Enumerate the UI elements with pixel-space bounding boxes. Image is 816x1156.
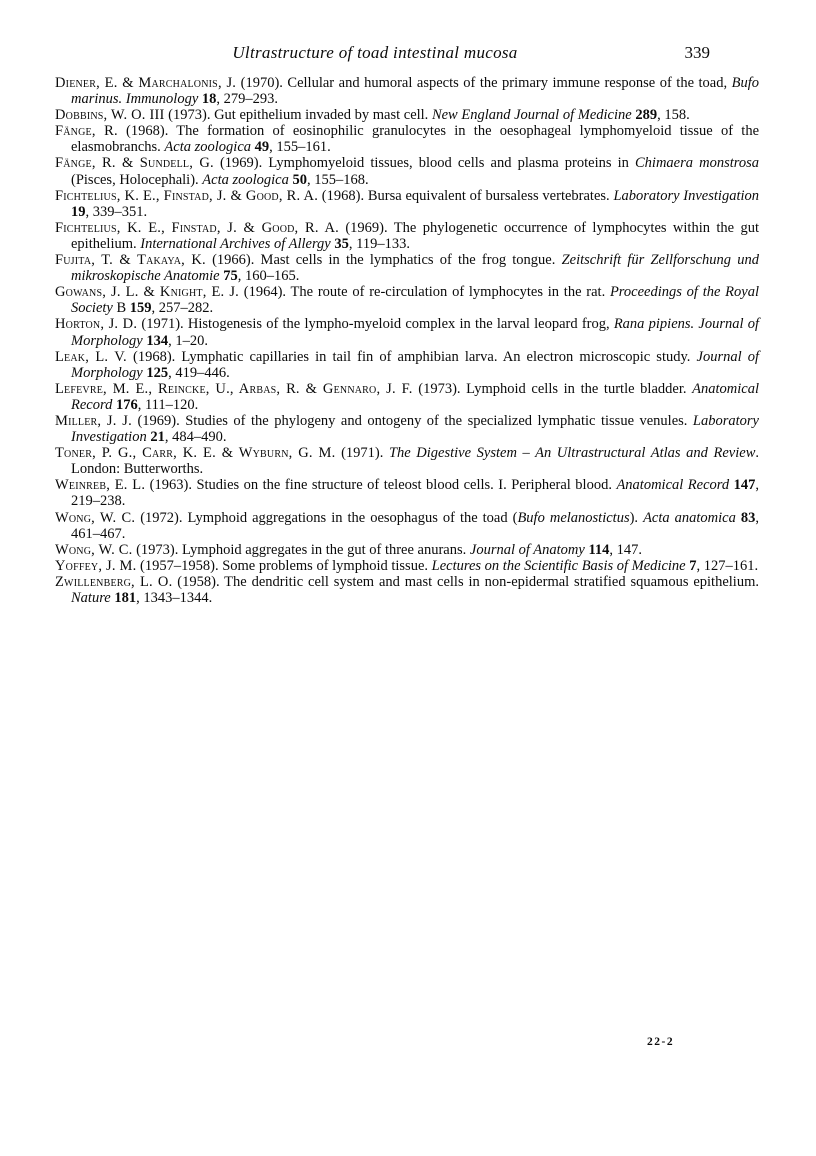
reference-segment: , 339–351. bbox=[85, 203, 148, 220]
reference-segment: 21 bbox=[150, 429, 165, 446]
reference-segment: (1958). The dendritic cell system and mast cells in non-epidermal stratified squamous epithelium. bbox=[172, 573, 759, 590]
reference-entry bbox=[55, 413, 759, 445]
reference-segment: (1969). The phylogenetic occurrence of lymphocytes within the gut epithelium. bbox=[71, 219, 759, 252]
reference-segment: Anatomical Record bbox=[71, 380, 759, 413]
reference-segment: , 484–490. bbox=[164, 429, 227, 446]
reference-entry bbox=[55, 445, 759, 477]
reference-entry bbox=[55, 188, 759, 220]
reference-segment: , 257–282. bbox=[151, 300, 214, 317]
reference-segment: (1963). Studies on the fine structure of teleost blood cells. I. Peripheral blood. bbox=[145, 477, 617, 494]
reference-segment: Anatomical Record bbox=[616, 477, 730, 494]
reference-segment: Fänge, R. bbox=[55, 123, 118, 140]
reference-segment: 19 bbox=[71, 203, 86, 220]
reference-segment: Proceedings of the Royal Society bbox=[71, 284, 759, 317]
reference-segment: Dobbins, W. O. III bbox=[55, 107, 165, 124]
reference-segment: Yoffey, J. M. bbox=[55, 557, 137, 574]
reference-segment: Toner, P. G., Carr, K. E. & Wyburn, G. M. bbox=[55, 445, 336, 462]
reference-segment: Wong, W. C. bbox=[55, 509, 136, 526]
reference-segment: , 461–467. bbox=[71, 509, 759, 542]
reference-segment: 49 bbox=[254, 139, 270, 156]
reference-segment: Miller, J. J. bbox=[55, 412, 132, 429]
reference-segment: Zeitschrift für Zellforschung und mikroskopische Anatomie bbox=[71, 252, 759, 285]
reference-segment: (1970). Cellular and humoral aspects of the primary immune response of the toad, bbox=[236, 75, 732, 91]
reference-segment: (1973). Lymphoid cells in the turtle bladder. bbox=[412, 380, 693, 397]
reference-entry bbox=[55, 284, 759, 316]
reference-segment: Leak, L. V. bbox=[55, 348, 127, 365]
reference-entry bbox=[55, 107, 759, 123]
reference-segment: (1969). Lymphomyeloid tissues, blood cells and plasma proteins in bbox=[213, 155, 635, 172]
reference-segment: Chimaera monstrosa bbox=[635, 155, 759, 172]
reference-segment: , 155–168. bbox=[307, 171, 369, 188]
reference-segment: Lectures on the Scientific Basis of Medicine bbox=[431, 557, 686, 574]
reference-entry bbox=[55, 574, 759, 606]
reference-entry bbox=[55, 349, 759, 381]
reference-segment: 125 bbox=[146, 364, 169, 381]
reference-segment: 147 bbox=[733, 477, 756, 494]
reference-segment: 83 bbox=[740, 509, 756, 526]
reference-segment: , 1–20. bbox=[168, 332, 208, 349]
reference-segment: Lefevre, M. E., Reincke, U., Arbas, R. & Gennaro, J. F. bbox=[55, 380, 413, 397]
reference-segment: (1972). Lymphoid aggregations in the oesophagus of the toad ( bbox=[135, 509, 518, 526]
reference-segment: 75 bbox=[223, 268, 238, 285]
reference-segment: Acta zoologica bbox=[202, 171, 289, 188]
reference-segment: , 160–165. bbox=[237, 268, 300, 285]
reference-segment: Laboratory Investigation bbox=[71, 412, 759, 446]
reference-segment: (1966). Mast cells in the lymphatics of the frog tongue. bbox=[205, 252, 562, 269]
reference-segment: 159 bbox=[129, 300, 152, 317]
reference-segment: (1971). bbox=[335, 445, 389, 462]
reference-entry bbox=[55, 477, 759, 509]
reference-segment: Nature bbox=[71, 590, 111, 606]
reference-segment: (1973). Gut epithelium invaded by mast cell. bbox=[164, 107, 432, 124]
reference-segment: Weinreb, E. L. bbox=[55, 477, 146, 494]
reference-segment: (1973). Lymphoid aggregates in the gut of three anurans. bbox=[132, 541, 470, 558]
reference-segment: Journal of Morphology bbox=[71, 348, 759, 381]
reference-segment: 7 bbox=[689, 557, 697, 574]
reference-list bbox=[55, 75, 759, 606]
reference-entry bbox=[55, 316, 759, 348]
reference-segment: (Pisces, Holocephali). bbox=[71, 171, 203, 188]
reference-segment: B bbox=[112, 300, 130, 317]
running-head-title: Ultrastructure of toad intestinal mucosa bbox=[232, 43, 518, 62]
reference-segment: 289 bbox=[635, 107, 658, 124]
signature-mark: 22-2 bbox=[647, 1036, 675, 1048]
reference-segment: ). bbox=[629, 509, 644, 526]
reference-segment: Laboratory Investigation bbox=[613, 187, 760, 204]
reference-entry bbox=[55, 510, 759, 542]
reference-segment: , 419–446. bbox=[168, 364, 230, 381]
reference-segment: 18 bbox=[201, 91, 217, 108]
reference-segment: 114 bbox=[588, 541, 610, 558]
reference-segment: (1957–1958). Some problems of lymphoid tissue. bbox=[136, 557, 432, 574]
reference-segment: 50 bbox=[292, 171, 307, 188]
reference-entry bbox=[55, 542, 759, 558]
reference-segment: , 279–293. bbox=[216, 91, 279, 108]
reference-segment: , 119–133. bbox=[348, 235, 410, 252]
reference-segment: International Archives of Allergy bbox=[140, 235, 331, 252]
page-number: 339 bbox=[684, 43, 710, 62]
reference-segment: 35 bbox=[334, 235, 349, 252]
reference-segment: Bufo melanostictus bbox=[517, 509, 630, 526]
reference-segment: (1971). Histogenesis of the lympho-myeloid complex in the larval leopard frog, bbox=[137, 316, 614, 333]
reference-segment: Rana pipiens. Journal of Morphology bbox=[71, 316, 759, 349]
reference-entry bbox=[55, 381, 759, 413]
reference-segment: , 1343–1344. bbox=[136, 590, 213, 606]
reference-segment: (1968). The formation of eosinophilic granulocytes in the oesophageal lymphomyeloid tissue of the elasmobranchs. bbox=[71, 123, 760, 156]
reference-segment: (1964). The route of re-circulation of lymphocytes in the rat. bbox=[238, 284, 610, 301]
reference-segment: The Digestive System – An Ultrastructural Atlas and Review bbox=[388, 445, 756, 462]
reference-segment: (1968). Bursa equivalent of bursaless vertebrates. bbox=[318, 187, 614, 204]
reference-segment: , 158. bbox=[657, 107, 690, 124]
reference-segment: (1969). Studies of the phylogeny and ontogeny of the specialized lymphatic tissue venules. bbox=[131, 412, 693, 429]
reference-entry bbox=[55, 75, 759, 107]
reference-entry bbox=[55, 558, 759, 574]
reference-entry bbox=[55, 252, 759, 284]
reference-entry bbox=[55, 123, 759, 155]
reference-segment: Diener, E. & Marchalonis, J. bbox=[55, 75, 237, 91]
reference-segment: Journal of Anatomy bbox=[469, 541, 585, 558]
reference-segment: (1968). Lymphatic capillaries in tail fin of amphibian larva. An electron microscopic study. bbox=[126, 348, 697, 365]
reference-segment: 134 bbox=[146, 332, 169, 349]
reference-segment: Zwillenberg, L. O. bbox=[55, 573, 173, 590]
reference-segment: Fichtelius, K. E., Finstad, J. & Good, R. A. bbox=[55, 219, 339, 236]
reference-segment: New England Journal of Medicine bbox=[431, 107, 632, 124]
reference-entry bbox=[55, 155, 759, 187]
reference-segment: , 111–120. bbox=[137, 396, 199, 413]
reference-segment: Horton, J. D. bbox=[55, 316, 138, 333]
reference-segment: , 127–161. bbox=[696, 557, 759, 574]
reference-segment: . London: Butterworths. bbox=[71, 445, 759, 478]
reference-segment: Wong, W. C. bbox=[55, 541, 133, 558]
reference-segment: Bufo marinus. Immunology bbox=[71, 75, 759, 108]
reference-entry bbox=[55, 220, 759, 252]
reference-segment: Acta zoologica bbox=[164, 139, 252, 156]
reference-segment: Fänge, R. & Sundell, G. bbox=[55, 155, 214, 172]
reference-segment: 176 bbox=[115, 396, 138, 413]
reference-segment: Fujita, T. & Takaya, K. bbox=[55, 252, 206, 269]
reference-segment: Fichtelius, K. E., Finstad, J. & Good, R. A. bbox=[55, 187, 319, 204]
reference-segment: , 155–161. bbox=[269, 139, 331, 156]
reference-segment: Gowans, J. L. & Knight, E. J. bbox=[55, 284, 239, 301]
reference-segment: , 219–238. bbox=[71, 477, 760, 510]
reference-segment: , 147. bbox=[609, 541, 643, 558]
reference-segment: Acta anatomica bbox=[643, 509, 736, 526]
reference-segment: 181 bbox=[114, 590, 137, 606]
